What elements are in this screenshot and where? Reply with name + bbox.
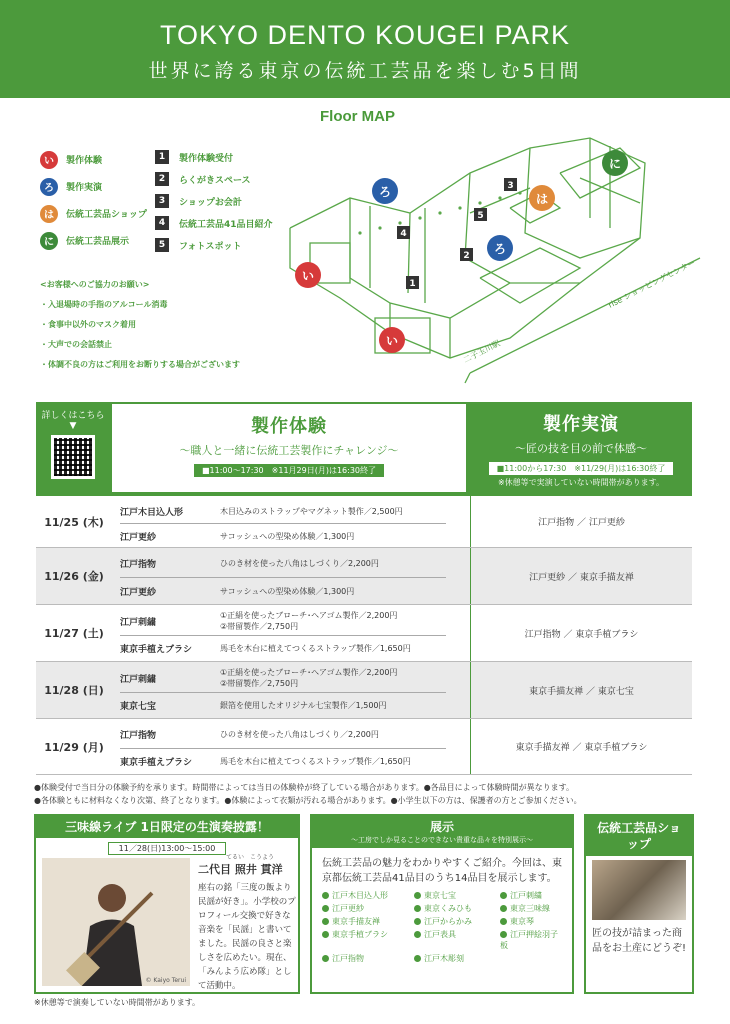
craft-name: 東京七宝 [120, 701, 157, 712]
exhibit-body: 伝統工芸品の魅力をわかりやすくご紹介。今回は、東京都伝統工芸品41品目のうち14品目を展示します。 [322, 858, 562, 884]
marker-i-icon: い [40, 151, 58, 169]
photo-credit: © Kaiyo Terui [145, 977, 186, 984]
live-time: 11／28(日)13:00～15:00 [108, 842, 227, 855]
exhibit-item: 江戸更紗 [322, 903, 414, 914]
page-header [0, 0, 730, 98]
schedule-day [36, 496, 692, 548]
legend-numbers [155, 146, 273, 256]
craft-desc: ①正絹を使ったブローチ･ヘアゴム製作／2,200円 ②帯留製作／2,750円 [220, 611, 398, 631]
exhibit-item: 江戸木彫刻 [414, 953, 500, 964]
exhibit-item: 東京手植ブラシ [322, 929, 414, 951]
craft-name: 江戸指物 [120, 730, 157, 741]
craft-desc: サコッシュへの型染め体験／1,300円 [220, 531, 355, 541]
exhibit-item: 東京手描友禅 [322, 916, 414, 927]
legend-item [40, 200, 147, 227]
craft-name: 江戸刺繍 [120, 617, 157, 628]
day-demo: 東京手描友禅 ／ 東京七宝 [470, 662, 692, 718]
performer-name: 照井 貫洋 [234, 863, 283, 876]
day-date: 11/25 (木) [44, 515, 104, 529]
performer-photo [42, 858, 190, 986]
legend-item [40, 146, 147, 173]
craft-name: 東京手植えブラシ [120, 644, 193, 655]
table-row [120, 696, 462, 714]
demo-title: 製作実演 [543, 414, 619, 435]
notes-title: <お客様へのご協力のお願い> [40, 280, 150, 289]
legend-label: 製作実演 [66, 183, 103, 193]
number-marker: 4 [155, 216, 169, 230]
station-label: 二子玉川駅 [461, 338, 502, 365]
live-panel [34, 814, 300, 994]
craft-name: 東京手植えブラシ [120, 757, 193, 768]
schedule-day [36, 662, 692, 719]
exhibit-item: 江戸からかみ [414, 916, 500, 927]
floor-map-drawing [280, 118, 720, 393]
day-date: 11/27 (土) [44, 627, 104, 640]
demo-hours: ■11:00から17:30 ※11/29(月)は16:30終了 [489, 462, 674, 475]
day-demo: 東京手描友禅 ／ 東京手植ブラシ [470, 719, 692, 774]
exhibit-header [312, 816, 572, 848]
table-row [120, 608, 462, 634]
legend-item [155, 212, 273, 234]
craft-desc: ひのき材を使った八角はしづくり／2,200円 [220, 558, 379, 568]
note-item: ・大声での会話禁止 [40, 340, 112, 349]
map-marker-ro: ろ [378, 185, 392, 199]
table-row [120, 665, 462, 691]
event-title: TOKYO DENTO KOUGEI PARK [159, 20, 571, 50]
craft-desc: ①正絹を使ったブローチ･ヘアゴム製作／2,200円 ②帯留製作／2,750円 [220, 668, 398, 688]
craft-name: 江戸更紗 [120, 587, 157, 598]
event-subtitle: 世界に誇る東京の伝統工芸品を楽しむ5日間 [148, 60, 582, 82]
table-row [120, 582, 462, 600]
craft-desc: 銀箔を使用したオリジナル七宝製作／1,500円 [220, 700, 387, 710]
map-marker-i: い [385, 334, 399, 348]
demo-subtitle: ～匠の技を目の前で体感～ [515, 442, 647, 455]
schedule-day [36, 719, 692, 775]
exhibit-item: 東京三味線 [500, 903, 570, 914]
marker-ro-icon: ろ [40, 178, 58, 196]
shop-photo [592, 860, 686, 920]
table-row [120, 752, 462, 770]
legend-item [40, 227, 147, 254]
map-number: 4 [400, 229, 407, 239]
qr-label: 詳しくはこちら [41, 411, 105, 421]
number-marker: 5 [155, 238, 169, 252]
table-row [120, 554, 462, 572]
day-demo: 江戸指物 ／ 江戸更紗 [470, 496, 692, 547]
craft-name: 江戸指物 [120, 559, 157, 570]
legend-label: 伝統工芸品ショップ [66, 210, 147, 220]
performer-ruby: てるい こうよう [226, 854, 275, 861]
craft-desc: 馬毛を木台に植えてつくるストラップ製作／1,650円 [220, 643, 411, 653]
schedule-day [36, 605, 692, 662]
exhibit-title: 展示 [429, 820, 454, 834]
map-number: 2 [463, 251, 470, 261]
experience-header [112, 404, 466, 492]
craft-name: 江戸刺繍 [120, 674, 157, 685]
performer-role: 二代目 [198, 863, 231, 876]
experience-hours: ■11:00～17:30 ※11月29日(月)は16:30終了 [194, 464, 384, 477]
map-marker-ro: ろ [493, 242, 507, 256]
craft-desc: 馬毛を木台に植えてつくるストラップ製作／1,650円 [220, 756, 411, 766]
exhibit-item: 江戸木目込人形 [322, 890, 414, 901]
legend-item [40, 173, 147, 200]
table-row [120, 527, 462, 545]
legend-label: 伝統工芸品展示 [66, 237, 130, 247]
exhibit-item: 東京くみひも [414, 903, 500, 914]
craft-name: 江戸更紗 [120, 532, 157, 543]
legend-label: ショップお会計 [179, 197, 242, 208]
table-row [120, 725, 462, 743]
map-marker-ha: は [535, 192, 549, 206]
qr-section[interactable] [36, 402, 110, 496]
note-item: ・体調不良の方はご利用をお断りする場合がございます [40, 360, 240, 369]
marker-ha-icon: は [40, 205, 58, 223]
number-marker: 3 [155, 194, 169, 208]
exhibit-subtitle: ～工房でしか見ることのできない貴重な品々を特別展示～ [351, 836, 533, 844]
legend-circles [40, 146, 147, 254]
number-marker: 1 [155, 150, 169, 164]
day-date: 11/28 (日) [44, 684, 104, 697]
marker-ni-icon: に [40, 232, 58, 250]
map-number: 3 [507, 181, 514, 191]
live-title: 三味線ライブ 1日限定の生演奏披露！ [36, 816, 298, 838]
craft-name: 江戸木目込人形 [120, 507, 184, 518]
legend-label: 伝統工芸品41品目紹介 [179, 219, 273, 230]
map-marker-ni: に [608, 157, 622, 171]
craft-desc: ひのき材を使った八角はしづくり／2,200円 [220, 729, 379, 739]
shamisen-player-icon [42, 858, 190, 986]
street-label: rise ショッピングセンター [606, 257, 697, 310]
shop-title: 伝統工芸品ショップ [586, 816, 692, 856]
performer-bio: 座右の銘「三度の飯より民謡が好き」。小学校のプロフィール交換で好きな音楽を「民謡」と書いてました。民謡の良さと楽しさを広めたい。現在、「みんよう広め隊」として活動中。 [198, 883, 296, 991]
shop-body: 匠の技が詰まった商品をお土産にどうぞ! [592, 928, 687, 954]
demo-note: ※休憩等で実演していない時間帯があります。 [497, 478, 665, 487]
floor-map-title: Floor MAP [320, 108, 395, 125]
legend-item [155, 146, 273, 168]
demo-header [470, 402, 692, 496]
arrow-down-icon: ▼ [69, 421, 77, 431]
exhibit-item: 江戸刺繍 [500, 890, 570, 901]
exhibit-item: 江戸表具 [414, 929, 500, 951]
legend-item [155, 168, 273, 190]
exhibit-item: 東京琴 [500, 916, 570, 927]
map-marker-i: い [301, 269, 315, 283]
table-row [120, 502, 462, 520]
map-number: 1 [409, 279, 416, 289]
note-item: ・入退場時の手指のアルコール消毒 [40, 300, 168, 309]
schedule-footnote: ●各体験ともに材料なくなり次第、終了となります。●体験によって衣類が汚れる場合があります。●小学生以下の方は、保護者の方とご参加ください。 [34, 796, 582, 805]
day-demo: 江戸更紗 ／ 東京手描友禅 [470, 548, 692, 604]
map-number: 5 [477, 211, 484, 221]
day-demo: 江戸指物 ／ 東京手植ブラシ [470, 605, 692, 661]
experience-subtitle: ～職人と一緒に伝統工芸製作にチャレンジ～ [179, 444, 399, 457]
schedule-day [36, 548, 692, 605]
visitor-notes [40, 275, 240, 375]
exhibit-item-list [312, 890, 572, 964]
exhibit-item: 東京七宝 [414, 890, 500, 901]
day-date: 11/26 (金) [44, 570, 104, 583]
craft-desc: 木目込みのストラップやマグネット製作／2,500円 [220, 506, 403, 516]
shop-panel [584, 814, 694, 994]
table-row [120, 639, 462, 657]
exhibit-item: 江戸押絵羽子板 [500, 930, 558, 950]
exhibit-panel [310, 814, 574, 994]
exhibit-item: 江戸指物 [322, 953, 414, 964]
live-footnote: ※休憩等で演奏していない時間帯があります。 [34, 998, 201, 1007]
qr-code[interactable] [51, 435, 95, 479]
legend-label: らくがきスペース [179, 175, 251, 186]
schedule-footnote: ●体験受付で当日分の体験予約を承ります。時間帯によっては当日の体験枠が終了している場合があります。●各品目によって体験時間が異なります。 [34, 783, 575, 792]
day-date: 11/29 (月) [44, 740, 104, 754]
number-marker: 2 [155, 172, 169, 186]
note-item: ・食事中以外のマスク着用 [40, 320, 136, 329]
legend-label: 製作体験 [66, 156, 103, 166]
legend-label: フォトスポット [179, 241, 242, 252]
legend-label: 製作体験受付 [179, 153, 234, 164]
experience-title: 製作体験 [251, 416, 327, 437]
craft-desc: サコッシュへの型染め体験／1,300円 [220, 586, 355, 596]
legend-item [155, 234, 273, 256]
legend-item [155, 190, 273, 212]
